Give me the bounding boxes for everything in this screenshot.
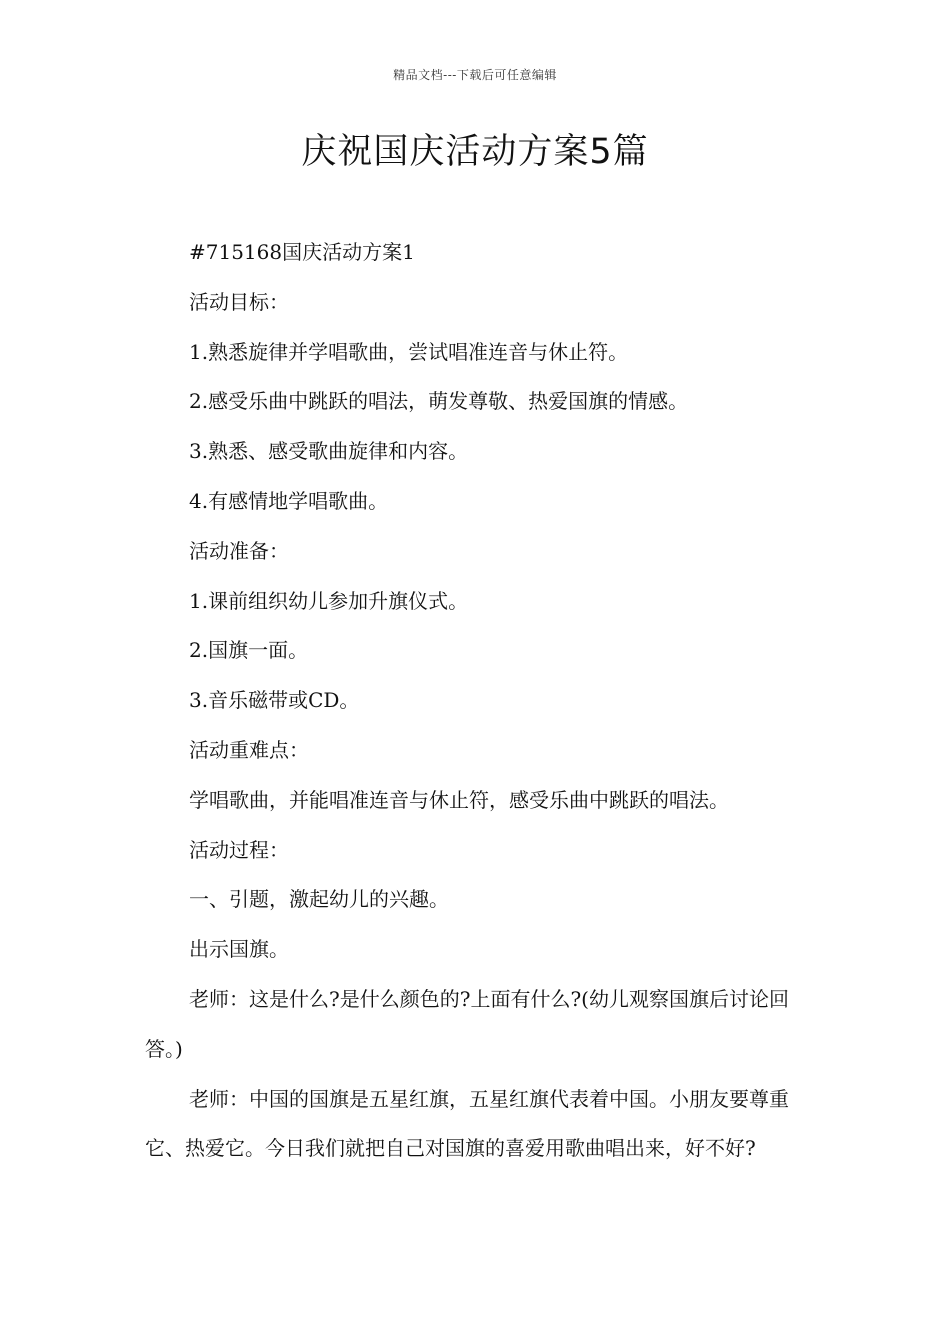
paragraph-process-heading: 活动过程：	[189, 837, 289, 862]
paragraph-prep-1: 1.课前组织幼儿参加升旗仪式。	[189, 588, 469, 613]
paragraph-teacher-explanation: 老师：中国的国旗是五星红旗，五星红旗代表着中国。小朋友要尊重它、热爱它。今日我们就把自己对国旗的喜爱用歌曲唱出来，好不好?	[145, 1086, 789, 1161]
paragraph-goal-2: 2.感受乐曲中跳跃的唱法，萌发尊敬、热爱国旗的情感。	[189, 389, 689, 414]
paragraph-prep-heading: 活动准备：	[189, 538, 289, 563]
paragraph-show-flag: 出示国旗。	[189, 937, 289, 962]
paragraph-prep-2: 2.国旗一面。	[189, 638, 309, 663]
paragraph-goal-4: 4.有感情地学唱歌曲。	[189, 488, 389, 513]
paragraph-prep-3: 3.音乐磁带或CD。	[189, 688, 360, 713]
paragraph-goal-3: 3.熟悉、感受歌曲旋律和内容。	[189, 439, 469, 464]
paragraph-keypoints-heading: 活动重难点：	[189, 737, 309, 762]
document-body	[145, 228, 825, 1174]
paragraph-teacher-question: 老师：这是什么?是什么颜色的?上面有什么?(幼儿观察国旗后讨论回答。)	[145, 986, 789, 1061]
document-title: 庆祝国庆活动方案5篇	[301, 132, 649, 172]
paragraph-goal-1: 1.熟悉旋律并学唱歌曲，尝试唱准连音与休止符。	[189, 339, 629, 364]
header-note: 精品文档---下载后可任意编辑	[393, 68, 557, 82]
paragraph-step-1: 一、引题，激起幼儿的兴趣。	[189, 887, 449, 912]
paragraph-section-heading: #715168国庆活动方案1	[189, 240, 415, 264]
paragraph-keypoints: 学唱歌曲，并能唱准连音与休止符，感受乐曲中跳跃的唱法。	[189, 787, 729, 812]
paragraph-goals-heading: 活动目标：	[189, 289, 289, 314]
